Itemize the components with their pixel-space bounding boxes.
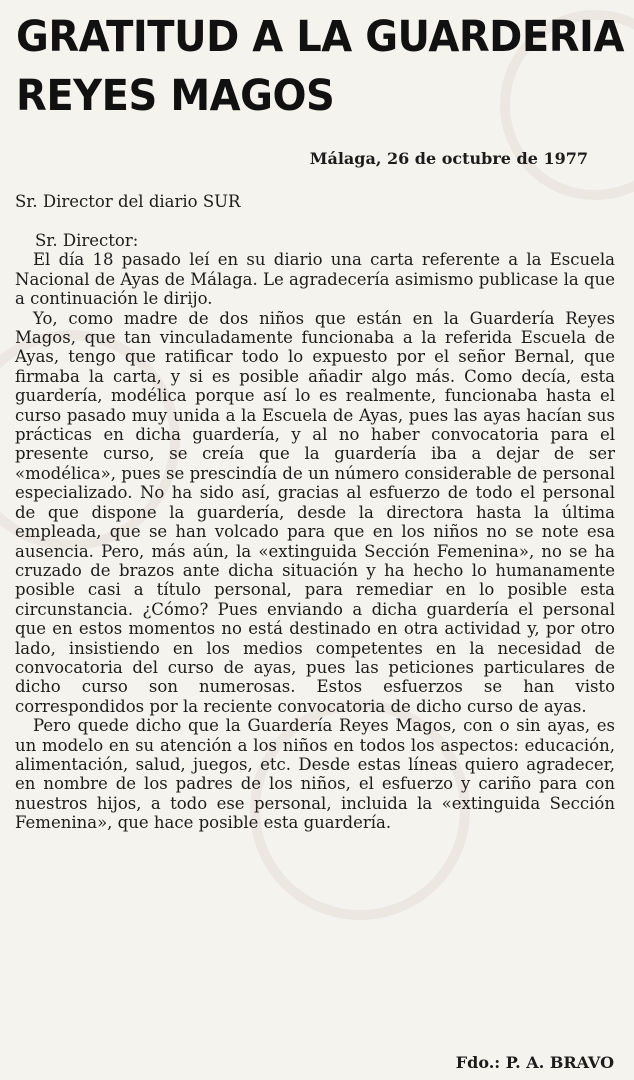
signature: Fdo.: P. A. BRAVO [455,1053,614,1072]
dateline: Málaga, 26 de octubre de 1977 [309,149,588,168]
headline-line-2: REYES MAGOS [16,71,335,121]
headline-line-1: GRATITUD A LA GUARDERIA [16,12,624,62]
letter-body [15,231,615,833]
paragraph-3: Pero quede dicho que la Guardería Reyes Magos, con o sin ayas, es un modelo en su atención a los niños en todos los aspectos: educación, alimentación, salud, juegos, etc. Desde estas líneas quiero agradecer, en nombre de los padres de los niños, el esfuerzo y cariño para con nuestros hijos, a todo ese personal, incluida la «extinguida Sección Femenina», que hace posible esta guardería. [15,716,615,833]
salutation: Sr. Director: [35,231,139,250]
paragraph-1: El día 18 pasado leí en su diario una carta referente a la Escuela Nacional de Ayas de Málaga. Le agradecería asimismo publicase la que a continuación le dirijo. [15,250,615,309]
paragraph-2: Yo, como madre de dos niños que están en la Guardería Reyes Magos, que tan vinculadamente funcionaba a la referida Escuela de Ayas, tengo que ratificar todo lo expuesto por el señor Bernal, que firmaba la carta, y si es posible añadir algo más. Como decía, esta guardería, modélica porque así lo es realmente, funcionaba hasta el curso pasado muy unida a la Escuela de Ayas, pues las ayas hacían sus prácticas en dicha guardería, y al no haber convocatoria para el presente curso, se creía que la guardería iba a dejar de ser «modélica», pues se prescindía de un número considerable de personal especializado. No ha sido así, gracias al esfuerzo de todo el personal de que dispone la guardería, desde la directora hasta la última empleada, que se han volcado para que en los niños no se note esa ausencia. Pero, más aún, la «extinguida Sección Femenina», no se ha cruzado de brazos ante dicha situación y ha hecho lo humanamente posible casi a título personal, para remediar en lo posible esta circunstancia. ¿Cómo? Pues enviando a dicha guardería el personal que en estos momentos no está destinado en otra actividad y, por otro lado, insistiendo en los medios competentes en la necesidad de convocatoria del curso de ayas, pues las peticiones particulares de dicho curso son numerosas. Estos esfuerzos se han visto correspondidos por la reciente convocatoria de dicho curso de ayas. [15,308,615,716]
recipient-line: Sr. Director del diario SUR [15,192,241,211]
headline [16,8,624,126]
